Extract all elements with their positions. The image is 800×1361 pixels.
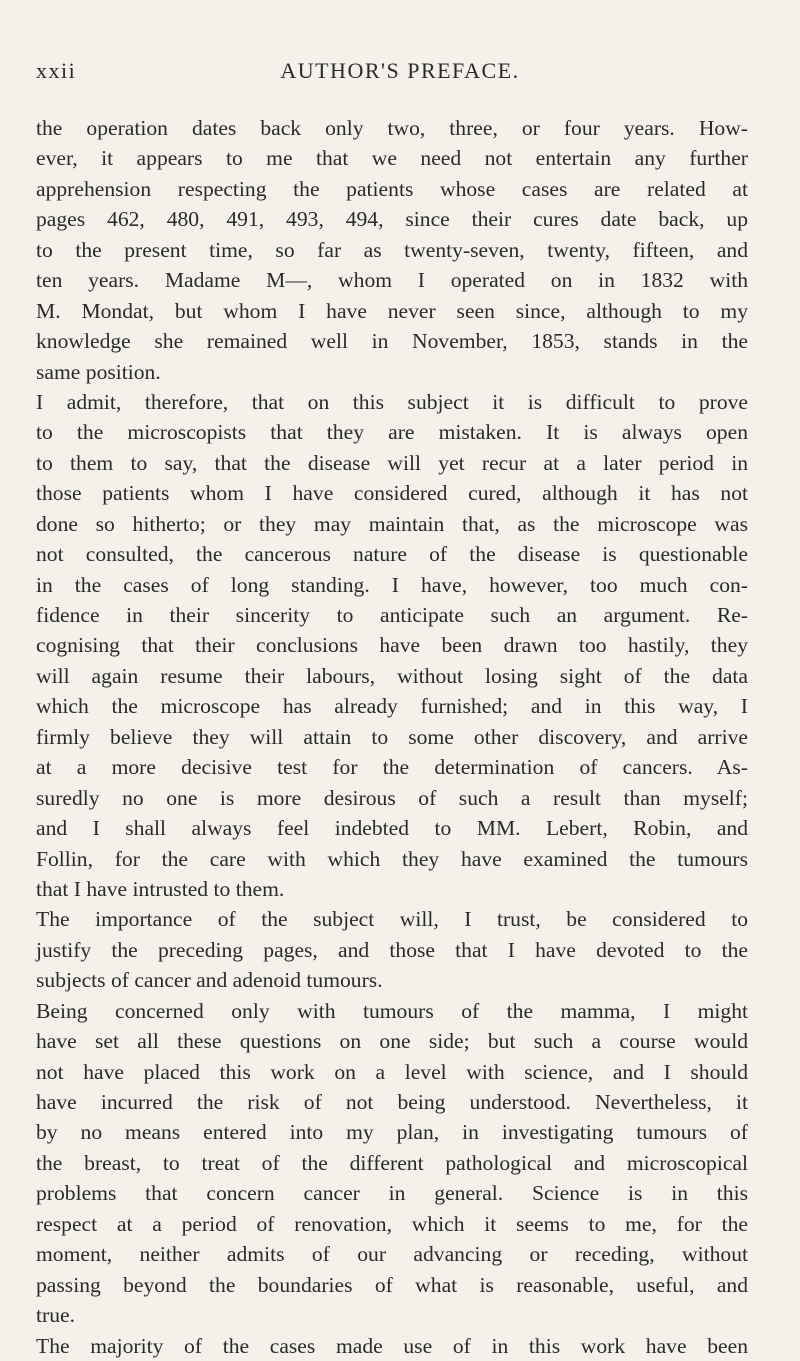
text-line: the breast, to treat of the different pathological and microscopical [36, 1150, 748, 1175]
text-line: at a more decisive test for the determination of cancers. As- [36, 755, 748, 780]
text-line: ever, it appears to me that we need not entertain any further [36, 146, 748, 171]
text-line: Follin, for the care with which they have examined the tumours [36, 846, 748, 871]
text-line: M. Mondat, but whom I have never seen since, although to my [36, 298, 748, 323]
text-line: will again resume their labours, without losing sight of the data [36, 663, 748, 688]
text-line: fidence in their sincerity to anticipate such an argument. Re- [36, 603, 748, 627]
text-line: pages 462, 480, 491, 493, 494, since their cures date back, up [36, 207, 748, 232]
text-line: The importance of the subject will, I trust, be considered to [36, 907, 748, 932]
text-line: and I shall always feel indebted to MM. Lebert, Robin, and [36, 816, 748, 841]
text-line: firmly believe they will attain to some other discovery, and arrive [36, 724, 748, 749]
text-line: ten years. Madame M—, whom I operated on in 1832 with [36, 268, 748, 293]
text-line: true. [36, 1303, 75, 1328]
page-number: xxii [36, 58, 77, 83]
text-line: which the microscope has already furnished; and in this way, I [36, 694, 748, 719]
text-line: the operation dates back only two, three, or four years. How- [36, 116, 748, 140]
text-line: passing beyond the boundaries of what is reasonable, useful, and [36, 1272, 748, 1297]
text-line: apprehension respecting the patients whose cases are related at [36, 176, 748, 201]
text-line: by no means entered into my plan, in investigating tumours of [36, 1120, 748, 1145]
text-line: problems that concern cancer in general. Science is in this [36, 1181, 748, 1206]
text-line: respect at a period of renovation, which it seems to me, for the [36, 1211, 748, 1236]
text-line: those patients whom I have considered cured, although it has not [36, 481, 748, 506]
text-line: to them to say, that the disease will yet recur at a later period in [36, 450, 748, 475]
text-line: to the microscopists that they are mistaken. It is always open [36, 420, 748, 445]
text-line: The majority of the cases made use of in this work have been [36, 1333, 748, 1358]
text-line: that I have intrusted to them. [36, 876, 285, 901]
body-text [36, 113, 748, 1361]
text-line: have set all these questions on one side; but such a course would [36, 1029, 748, 1054]
running-head [0, 58, 800, 88]
text-line: Being concerned only with tumours of the mamma, I might [36, 998, 748, 1023]
text-line: knowledge she remained well in November, 1853, stands in the [36, 329, 748, 354]
text-line: justify the preceding pages, and those that I have devoted to the [36, 937, 748, 962]
text-line: in the cases of long standing. I have, however, too much con- [36, 572, 748, 597]
page-title: AUTHOR'S PREFACE. [280, 58, 520, 83]
text-line: subjects of cancer and adenoid tumours. [36, 968, 383, 993]
text-line: same position. [36, 359, 161, 384]
text-line: not have placed this work on a level with science, and I should [36, 1059, 748, 1084]
text-line: suredly no one is more desirous of such a result than myself; [36, 785, 748, 810]
text-line: not consulted, the cancerous nature of the disease is questionable [36, 542, 748, 567]
text-line: I admit, therefore, that on this subject it is difficult to prove [36, 389, 748, 414]
text-line: done so hitherto; or they may maintain that, as the microscope was [36, 511, 748, 536]
text-line: to the present time, so far as twenty-seven, twenty, fifteen, and [36, 237, 748, 262]
text-line: cognising that their conclusions have been drawn too hastily, they [36, 633, 748, 658]
text-line: moment, neither admits of our advancing or receding, without [36, 1242, 748, 1267]
text-line: have incurred the risk of not being understood. Nevertheless, it [36, 1090, 748, 1114]
